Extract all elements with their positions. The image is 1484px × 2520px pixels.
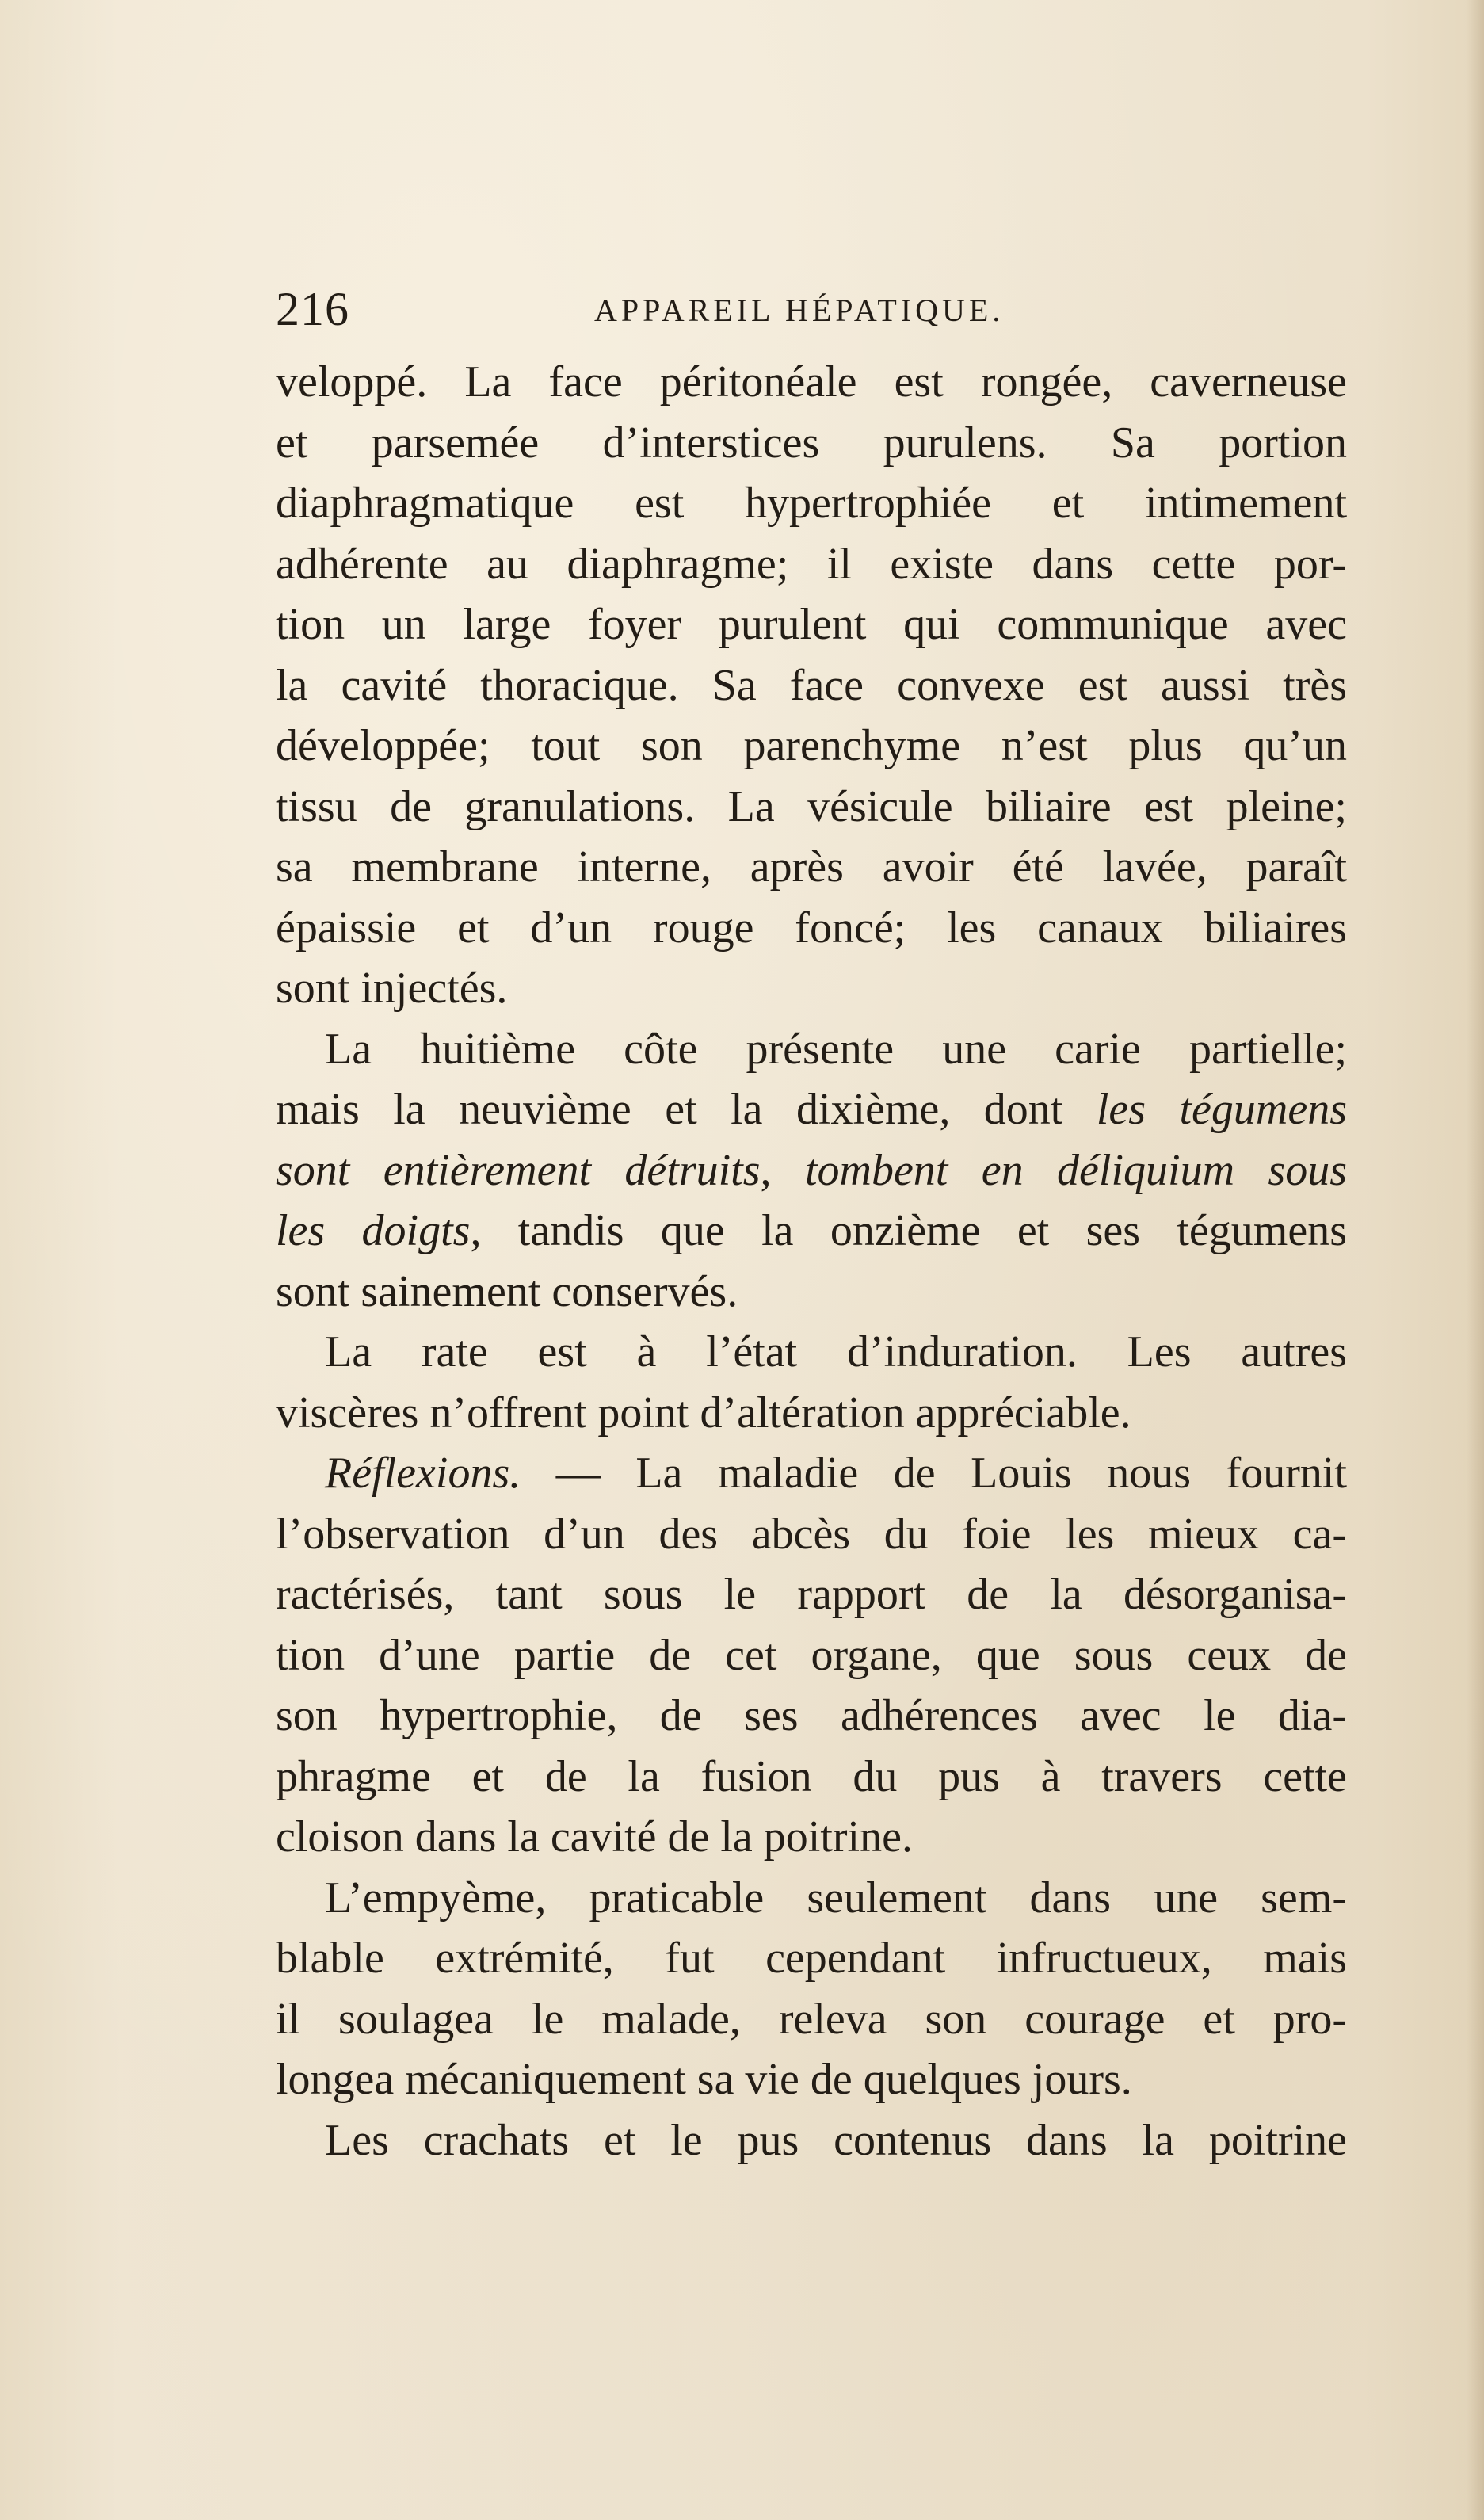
text-line: les doigts, tandis que la onzième et ses tégumens: [276, 1206, 1347, 1255]
text-line: viscères n’offrent point d’altération appréciable.: [276, 1388, 1131, 1438]
text-line: la cavité thoracique. Sa face convexe est aussi très: [276, 660, 1347, 710]
text-line: phragme et de la fusion du pus à travers cette: [276, 1751, 1347, 1801]
text-line: mais la neuvième et la dixième, dont les tégumens: [276, 1085, 1347, 1134]
text-line: tissu de granulations. La vésicule biliaire est pleine;: [276, 781, 1347, 831]
page-header: [276, 282, 1345, 338]
running-head: APPAREIL HÉPATIQUE.: [594, 292, 1005, 328]
text-line: veloppé. La face péritonéale est rongée, caverneuse: [276, 357, 1347, 407]
text-line: il soulagea le malade, releva son courage et pro-: [276, 1994, 1347, 2044]
paragraph-start-line: Les crachats et le pus contenus dans la poitrine: [325, 2115, 1347, 2165]
text-line: sont sainement conservés.: [276, 1266, 738, 1316]
page-number: 216: [276, 283, 349, 335]
paragraph-start-line: Réflexions. — La maladie de Louis nous fournit: [325, 1449, 1347, 1498]
text-line: adhérente au diaphragme; il existe dans cette por-: [276, 539, 1347, 589]
text-line: cloison dans la cavité de la poitrine.: [276, 1812, 913, 1861]
text-line: sa membrane interne, après avoir été lavée, paraît: [276, 842, 1347, 892]
text-line: épaissie et d’un rouge foncé; les canaux biliaires: [276, 903, 1347, 953]
text-line: ractérisés, tant sous le rapport de la désorganisa-: [276, 1570, 1347, 1619]
page-edge-shadow: [1467, 0, 1484, 2520]
text-line: diaphragmatique est hypertrophiée et intimement: [276, 479, 1347, 528]
body-text: [276, 352, 1347, 2171]
text-line: sont injectés.: [276, 964, 508, 1013]
text-line: tion d’une partie de cet organe, que sous ceux de: [276, 1630, 1347, 1680]
text-line: l’observation d’un des abcès du foie les mieux ca-: [276, 1509, 1347, 1559]
text-line: et parsemée d’interstices purulens. Sa portion: [276, 418, 1347, 468]
text-line: longea mécaniquement sa vie de quelques jours.: [276, 2055, 1132, 2104]
paragraph-start-line: La huitième côte présente une carie partielle;: [325, 1024, 1347, 1074]
text-line: tion un large foyer purulent qui communique avec: [276, 600, 1347, 649]
text-line: développée; tout son parenchyme n’est plus qu’un: [276, 721, 1347, 770]
text-line: blable extrémité, fut cependant infructueux, mais: [276, 1934, 1347, 1983]
paragraph-start-line: La rate est à l’état d’induration. Les autres: [325, 1327, 1347, 1376]
text-line: son hypertrophie, de ses adhérences avec le dia-: [276, 1691, 1347, 1740]
paragraph-start-line: L’empyème, praticable seulement dans une sem-: [325, 1873, 1347, 1922]
text-line: sont entièrement détruits, tombent en déliquium sous: [276, 1145, 1347, 1195]
